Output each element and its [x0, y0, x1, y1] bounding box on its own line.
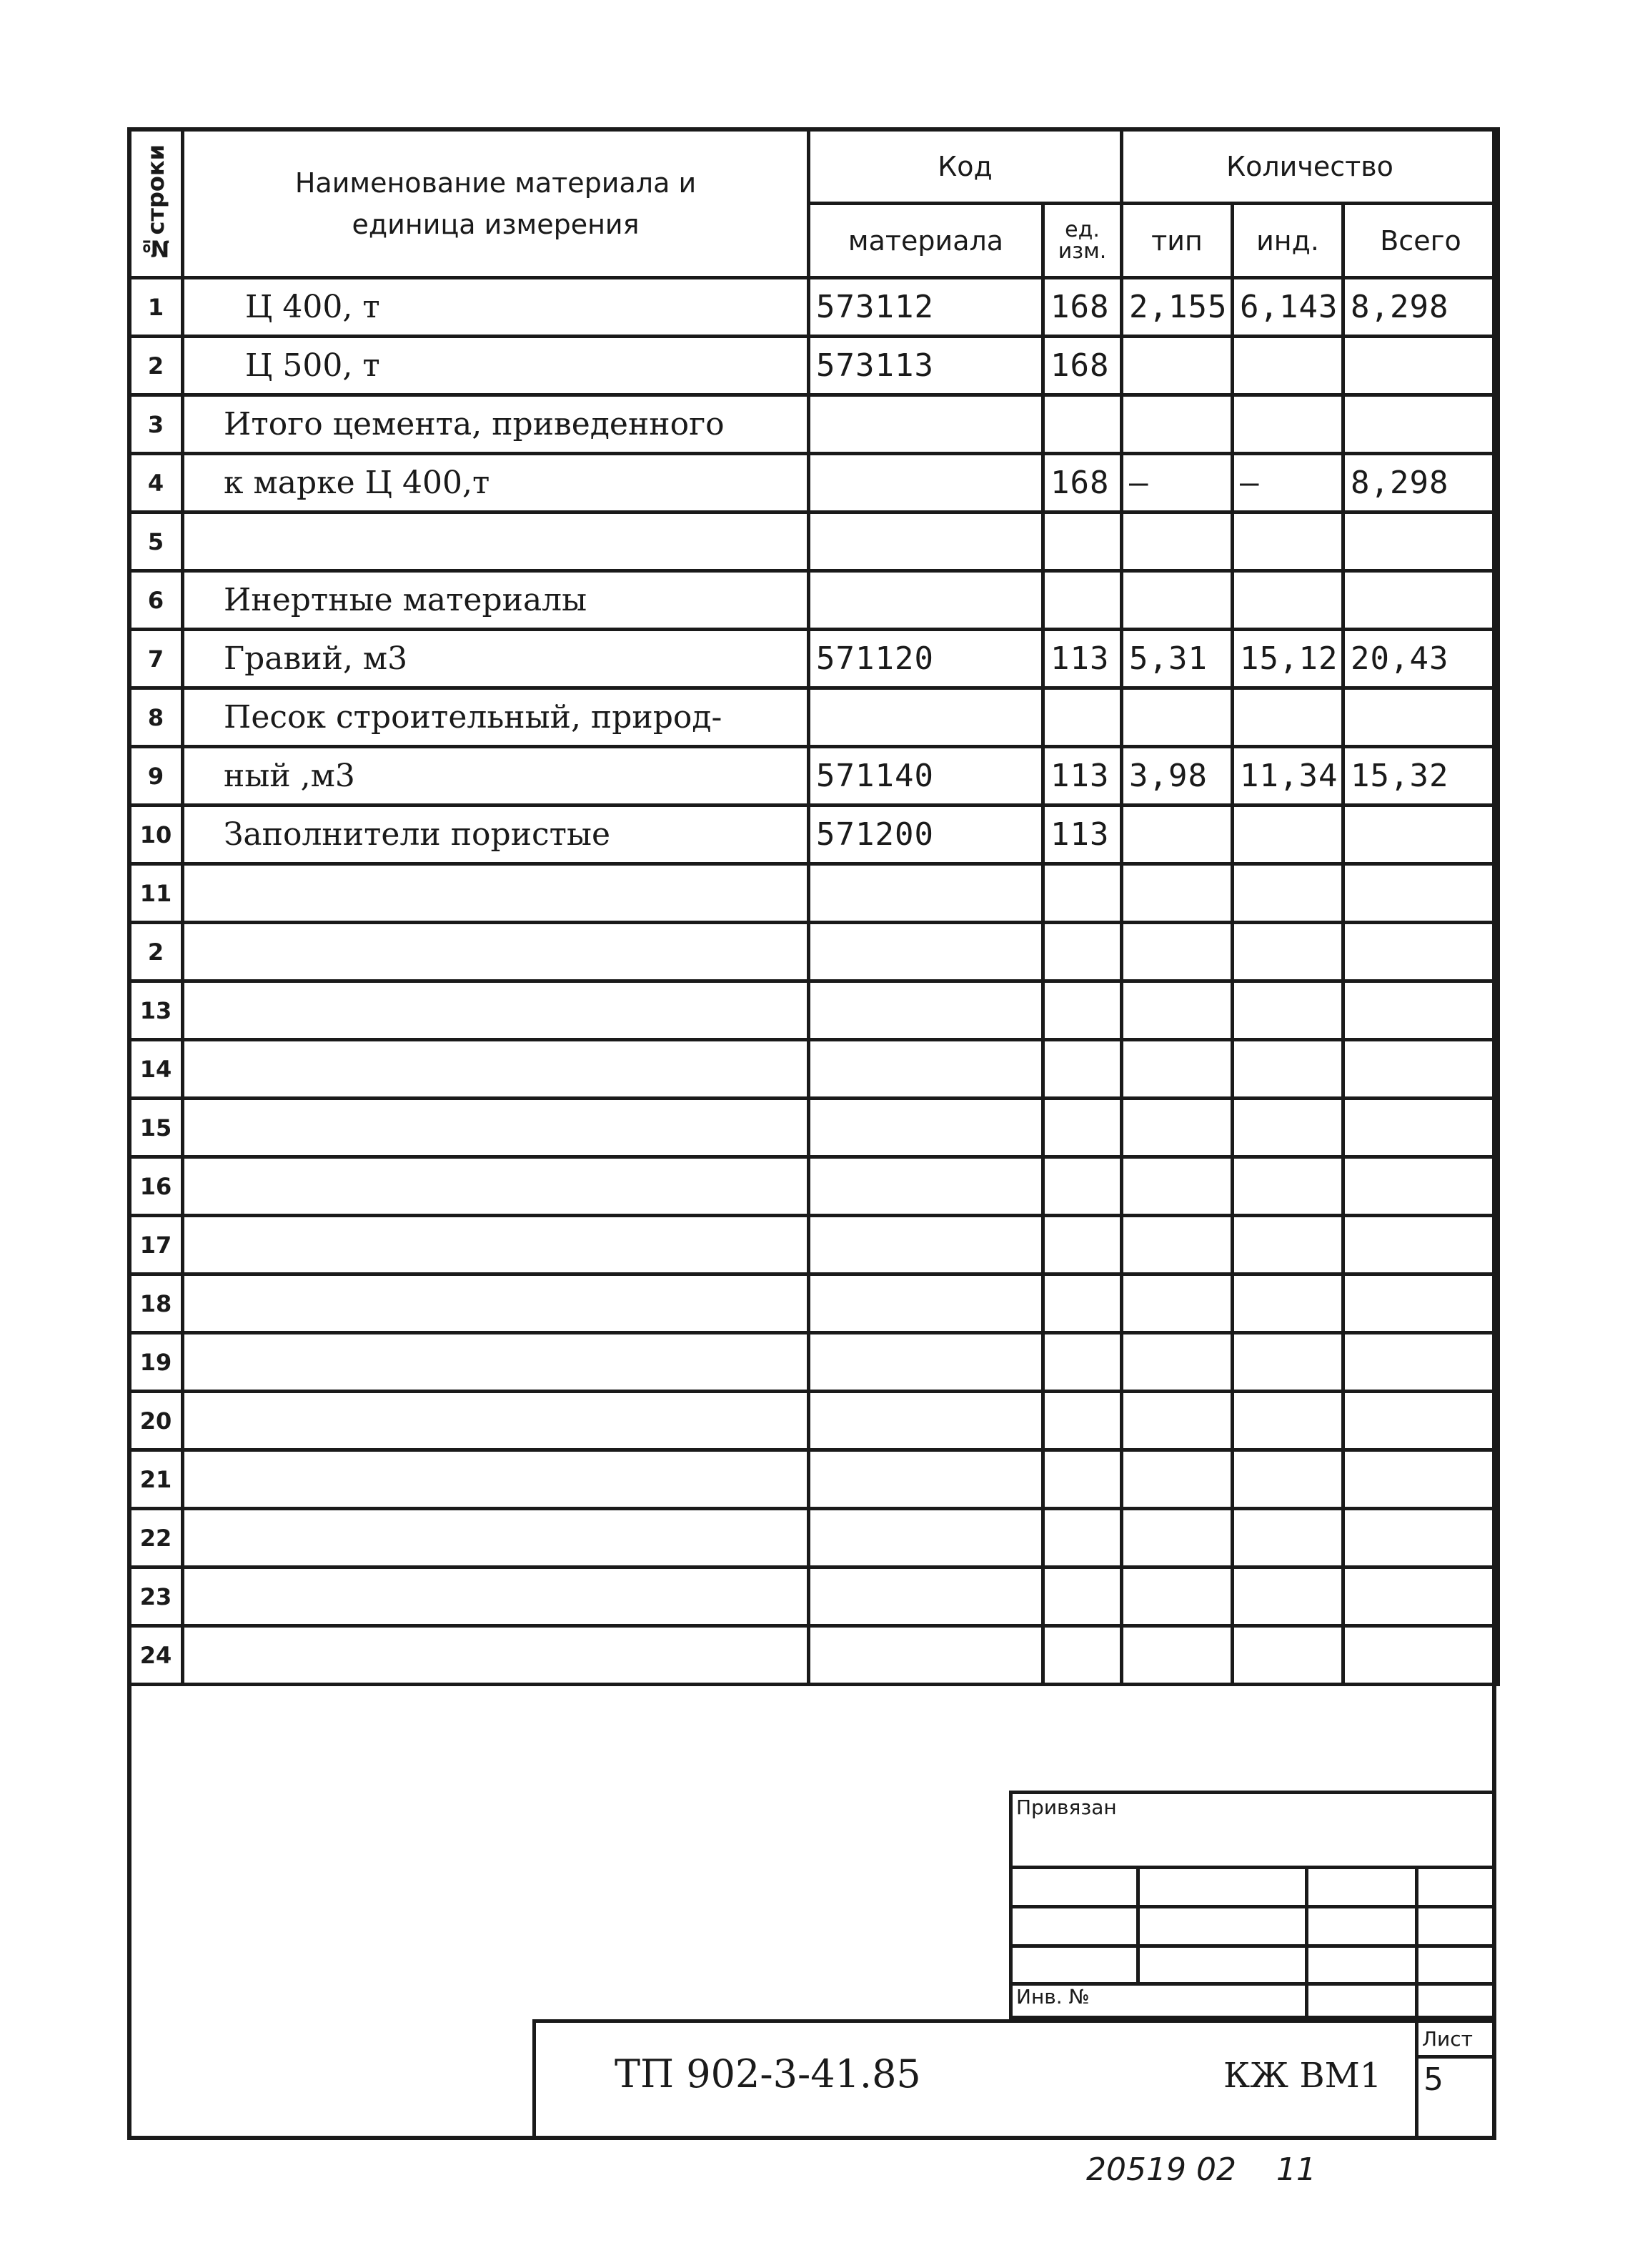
qty-total-cell — [1343, 1040, 1499, 1099]
unit-code-cell: 168 — [1043, 337, 1122, 395]
qty-ind-cell — [1233, 512, 1343, 571]
material-code-cell: 573112 — [809, 278, 1043, 337]
qty-total-cell — [1343, 864, 1499, 923]
qty-ind-cell — [1233, 1626, 1343, 1685]
qty-type-cell — [1122, 1509, 1233, 1568]
material-name-cell — [183, 1568, 809, 1626]
table-row — [129, 1216, 1499, 1274]
qty-ind-cell: 6,143 — [1233, 278, 1343, 337]
qty-type-cell — [1122, 395, 1233, 454]
qty-total-cell — [1343, 1509, 1499, 1568]
row-number: 23 — [129, 1568, 183, 1626]
qty-type-cell — [1122, 1216, 1233, 1274]
qty-total-cell — [1343, 1157, 1499, 1216]
unit-code-cell — [1043, 1568, 1122, 1626]
material-code-cell: 571120 — [809, 630, 1043, 688]
material-name-cell — [183, 1216, 809, 1274]
qty-total-cell: 8,298 — [1343, 278, 1499, 337]
material-code-cell — [809, 1509, 1043, 1568]
material-name-cell: ный ,м3 — [183, 747, 809, 806]
qty-type-cell — [1122, 688, 1233, 747]
qty-type-cell: 2,155 — [1122, 278, 1233, 337]
binding-vline-3 — [1415, 1866, 1418, 2019]
row-number: 1 — [129, 278, 183, 337]
row-number: 14 — [129, 1040, 183, 1099]
material-name-cell: Песок строительный, природ- — [183, 688, 809, 747]
qty-total-cell — [1343, 1216, 1499, 1274]
qty-ind-cell — [1233, 395, 1343, 454]
unit-code-cell: 113 — [1043, 806, 1122, 864]
unit-code-cell — [1043, 571, 1122, 630]
qty-ind-cell — [1233, 1216, 1343, 1274]
material-name-cell: Гравий, м3 — [183, 630, 809, 688]
qty-total-cell — [1343, 395, 1499, 454]
table-row — [129, 1450, 1499, 1509]
qty-ind-cell — [1233, 688, 1343, 747]
qty-ind-header: инд. — [1233, 204, 1343, 278]
qty-total-cell — [1343, 923, 1499, 981]
qty-ind-cell — [1233, 1274, 1343, 1333]
binding-line-3 — [1009, 1944, 1496, 1948]
material-name-cell: Итого цемента, приведенного — [183, 395, 809, 454]
row-number: 13 — [129, 981, 183, 1040]
qty-type-cell — [1122, 864, 1233, 923]
unit-code-cell — [1043, 1216, 1122, 1274]
qty-total-cell — [1343, 1099, 1499, 1157]
binding-line-1 — [1009, 1866, 1496, 1869]
material-name-cell: Инертные материалы — [183, 571, 809, 630]
material-code-cell — [809, 864, 1043, 923]
row-number: 17 — [129, 1216, 183, 1274]
table-row — [129, 1392, 1499, 1450]
material-code-cell — [809, 981, 1043, 1040]
unit-code-cell — [1043, 1157, 1122, 1216]
material-name-cell — [183, 1157, 809, 1216]
inv-number-label: Инв. № — [1016, 1985, 1090, 2009]
material-code-cell — [809, 1333, 1043, 1392]
material-name-cell — [183, 1099, 809, 1157]
material-name-cell — [183, 1274, 809, 1333]
qty-total-cell: 20,43 — [1343, 630, 1499, 688]
material-name-cell — [183, 512, 809, 571]
unit-code-cell: 168 — [1043, 278, 1122, 337]
qty-type-cell — [1122, 981, 1233, 1040]
qty-type-cell — [1122, 337, 1233, 395]
table-row — [129, 1568, 1499, 1626]
unit-code-header: ед. изм. — [1043, 204, 1122, 278]
qty-type-cell — [1122, 806, 1233, 864]
unit-code-cell — [1043, 1040, 1122, 1099]
material-code-cell — [809, 454, 1043, 512]
table-row — [129, 1509, 1499, 1568]
qty-ind-cell — [1233, 981, 1343, 1040]
qty-ind-cell — [1233, 1392, 1343, 1450]
material-code-cell: 573113 — [809, 337, 1043, 395]
document-code: ТП 902-3-41.85 — [615, 2051, 921, 2096]
table-row — [129, 1040, 1499, 1099]
table-row — [129, 1333, 1499, 1392]
quantity-group-header: Количество — [1122, 129, 1499, 204]
material-code-cell — [809, 923, 1043, 981]
material-name-cell: Заполнители пористые — [183, 806, 809, 864]
row-number: 9 — [129, 747, 183, 806]
material-code-cell — [809, 1392, 1043, 1450]
row-number: 22 — [129, 1509, 183, 1568]
binding-vline-2 — [1305, 1866, 1308, 2019]
qty-total-cell — [1343, 688, 1499, 747]
material-name-cell — [183, 1040, 809, 1099]
qty-type-cell — [1122, 512, 1233, 571]
table-row — [129, 688, 1499, 747]
table-row — [129, 1099, 1499, 1157]
qty-type-cell: 5,31 — [1122, 630, 1233, 688]
row-number: 20 — [129, 1392, 183, 1450]
material-code-cell — [809, 1099, 1043, 1157]
code-group-header: Код — [809, 129, 1122, 204]
qty-type-cell — [1122, 1157, 1233, 1216]
binding-vline-1 — [1136, 1866, 1140, 1982]
row-number: 19 — [129, 1333, 183, 1392]
qty-total-cell — [1343, 1450, 1499, 1509]
unit-code-cell — [1043, 512, 1122, 571]
qty-ind-cell — [1233, 571, 1343, 630]
table-row — [129, 571, 1499, 630]
row-number: 7 — [129, 630, 183, 688]
qty-ind-cell: 11,34 — [1233, 747, 1343, 806]
qty-type-cell — [1122, 1333, 1233, 1392]
row-number: 15 — [129, 1099, 183, 1157]
unit-code-cell: 113 — [1043, 747, 1122, 806]
qty-type-cell — [1122, 1450, 1233, 1509]
material-code-cell — [809, 1450, 1043, 1509]
table-row — [129, 747, 1499, 806]
qty-ind-cell — [1233, 1509, 1343, 1568]
material-name-cell: к марке Ц 400,т — [183, 454, 809, 512]
material-name-cell — [183, 1509, 809, 1568]
unit-code-cell — [1043, 1450, 1122, 1509]
material-name-header: Наименование материала и единица измерения — [183, 129, 809, 278]
table-row — [129, 1626, 1499, 1685]
material-code-header: материала — [809, 204, 1043, 278]
material-code-cell — [809, 571, 1043, 630]
qty-type-cell — [1122, 1274, 1233, 1333]
unit-code-cell — [1043, 395, 1122, 454]
footer-stamp: 20519 02 11 — [1086, 2151, 1316, 2188]
unit-code-cell: 113 — [1043, 630, 1122, 688]
material-code-cell — [809, 1216, 1043, 1274]
table-row — [129, 512, 1499, 571]
sheet-label-line — [1415, 2055, 1496, 2059]
row-number-header: №строки — [129, 129, 183, 278]
row-number: 2 — [129, 337, 183, 395]
qty-total-cell: 15,32 — [1343, 747, 1499, 806]
qty-total-cell — [1343, 337, 1499, 395]
unit-code-cell — [1043, 1509, 1122, 1568]
table-row — [129, 278, 1499, 337]
row-number: 18 — [129, 1274, 183, 1333]
row-number: 24 — [129, 1626, 183, 1685]
table-row — [129, 337, 1499, 395]
qty-ind-cell — [1233, 923, 1343, 981]
row-number: 5 — [129, 512, 183, 571]
qty-total-cell — [1343, 1333, 1499, 1392]
qty-type-cell — [1122, 1099, 1233, 1157]
binding-line-2 — [1009, 1905, 1496, 1908]
qty-type-cell — [1122, 1626, 1233, 1685]
unit-code-cell — [1043, 981, 1122, 1040]
material-name-cell: Ц 400, т — [183, 278, 809, 337]
material-code-cell — [809, 1626, 1043, 1685]
qty-ind-cell — [1233, 1157, 1343, 1216]
material-code-cell — [809, 1040, 1043, 1099]
unit-code-cell — [1043, 1099, 1122, 1157]
sheet-number: 5 — [1423, 2061, 1443, 2098]
qty-ind-cell — [1233, 1568, 1343, 1626]
unit-code-cell — [1043, 1626, 1122, 1685]
qty-total-cell — [1343, 512, 1499, 571]
qty-type-cell — [1122, 923, 1233, 981]
material-code-cell — [809, 512, 1043, 571]
row-number: 6 — [129, 571, 183, 630]
sheet-label: Лист — [1422, 2027, 1473, 2051]
qty-total-cell: 8,298 — [1343, 454, 1499, 512]
row-number: 3 — [129, 395, 183, 454]
qty-ind-cell — [1233, 1099, 1343, 1157]
table-row — [129, 630, 1499, 688]
qty-ind-cell — [1233, 337, 1343, 395]
material-name-cell — [183, 1450, 809, 1509]
qty-ind-cell — [1233, 806, 1343, 864]
qty-total-cell — [1343, 981, 1499, 1040]
table-row — [129, 806, 1499, 864]
qty-type-cell — [1122, 1040, 1233, 1099]
unit-code-cell — [1043, 1274, 1122, 1333]
table-row — [129, 395, 1499, 454]
header-row-1 — [129, 129, 1499, 204]
material-code-cell — [809, 688, 1043, 747]
material-name-cell: Ц 500, т — [183, 337, 809, 395]
privyazan-label: Привязан — [1016, 1796, 1117, 1819]
material-name-cell — [183, 981, 809, 1040]
material-name-cell — [183, 1626, 809, 1685]
qty-total-cell — [1343, 571, 1499, 630]
document-mark: КЖ ВМ1 — [1223, 2056, 1382, 2096]
table-row — [129, 454, 1499, 512]
qty-ind-cell: – — [1233, 454, 1343, 512]
material-code-cell — [809, 1157, 1043, 1216]
qty-type-cell: 3,98 — [1122, 747, 1233, 806]
qty-ind-cell — [1233, 1040, 1343, 1099]
table-row — [129, 981, 1499, 1040]
sheet-divider — [1415, 2019, 1418, 2140]
row-number: 8 — [129, 688, 183, 747]
qty-type-cell: – — [1122, 454, 1233, 512]
qty-type-header: тип — [1122, 204, 1233, 278]
qty-ind-cell — [1233, 1333, 1343, 1392]
table-row — [129, 864, 1499, 923]
qty-total-header: Всего — [1343, 204, 1499, 278]
row-number: 4 — [129, 454, 183, 512]
qty-ind-cell — [1233, 1450, 1343, 1509]
qty-total-cell — [1343, 1626, 1499, 1685]
material-name-cell — [183, 923, 809, 981]
row-number: 21 — [129, 1450, 183, 1509]
materials-table — [127, 127, 1500, 1686]
table-row — [129, 1157, 1499, 1216]
qty-type-cell — [1122, 1392, 1233, 1450]
material-code-cell — [809, 1568, 1043, 1626]
unit-code-cell — [1043, 864, 1122, 923]
unit-code-cell: 168 — [1043, 454, 1122, 512]
qty-total-cell — [1343, 1392, 1499, 1450]
material-code-cell — [809, 395, 1043, 454]
unit-code-cell — [1043, 1333, 1122, 1392]
qty-total-cell — [1343, 1274, 1499, 1333]
table-row — [129, 1274, 1499, 1333]
material-name-cell — [183, 1333, 809, 1392]
material-name-cell — [183, 1392, 809, 1450]
qty-type-cell — [1122, 571, 1233, 630]
qty-type-cell — [1122, 1568, 1233, 1626]
material-code-cell: 571200 — [809, 806, 1043, 864]
qty-total-cell — [1343, 806, 1499, 864]
qty-ind-cell: 15,12 — [1233, 630, 1343, 688]
unit-code-cell — [1043, 1392, 1122, 1450]
row-number: 11 — [129, 864, 183, 923]
table-row — [129, 923, 1499, 981]
row-number: 2 — [129, 923, 183, 981]
material-name-cell — [183, 864, 809, 923]
row-number: 16 — [129, 1157, 183, 1216]
material-code-cell: 571140 — [809, 747, 1043, 806]
material-code-cell — [809, 1274, 1043, 1333]
qty-total-cell — [1343, 1568, 1499, 1626]
unit-code-cell — [1043, 688, 1122, 747]
qty-ind-cell — [1233, 864, 1343, 923]
unit-code-cell — [1043, 923, 1122, 981]
row-number: 10 — [129, 806, 183, 864]
